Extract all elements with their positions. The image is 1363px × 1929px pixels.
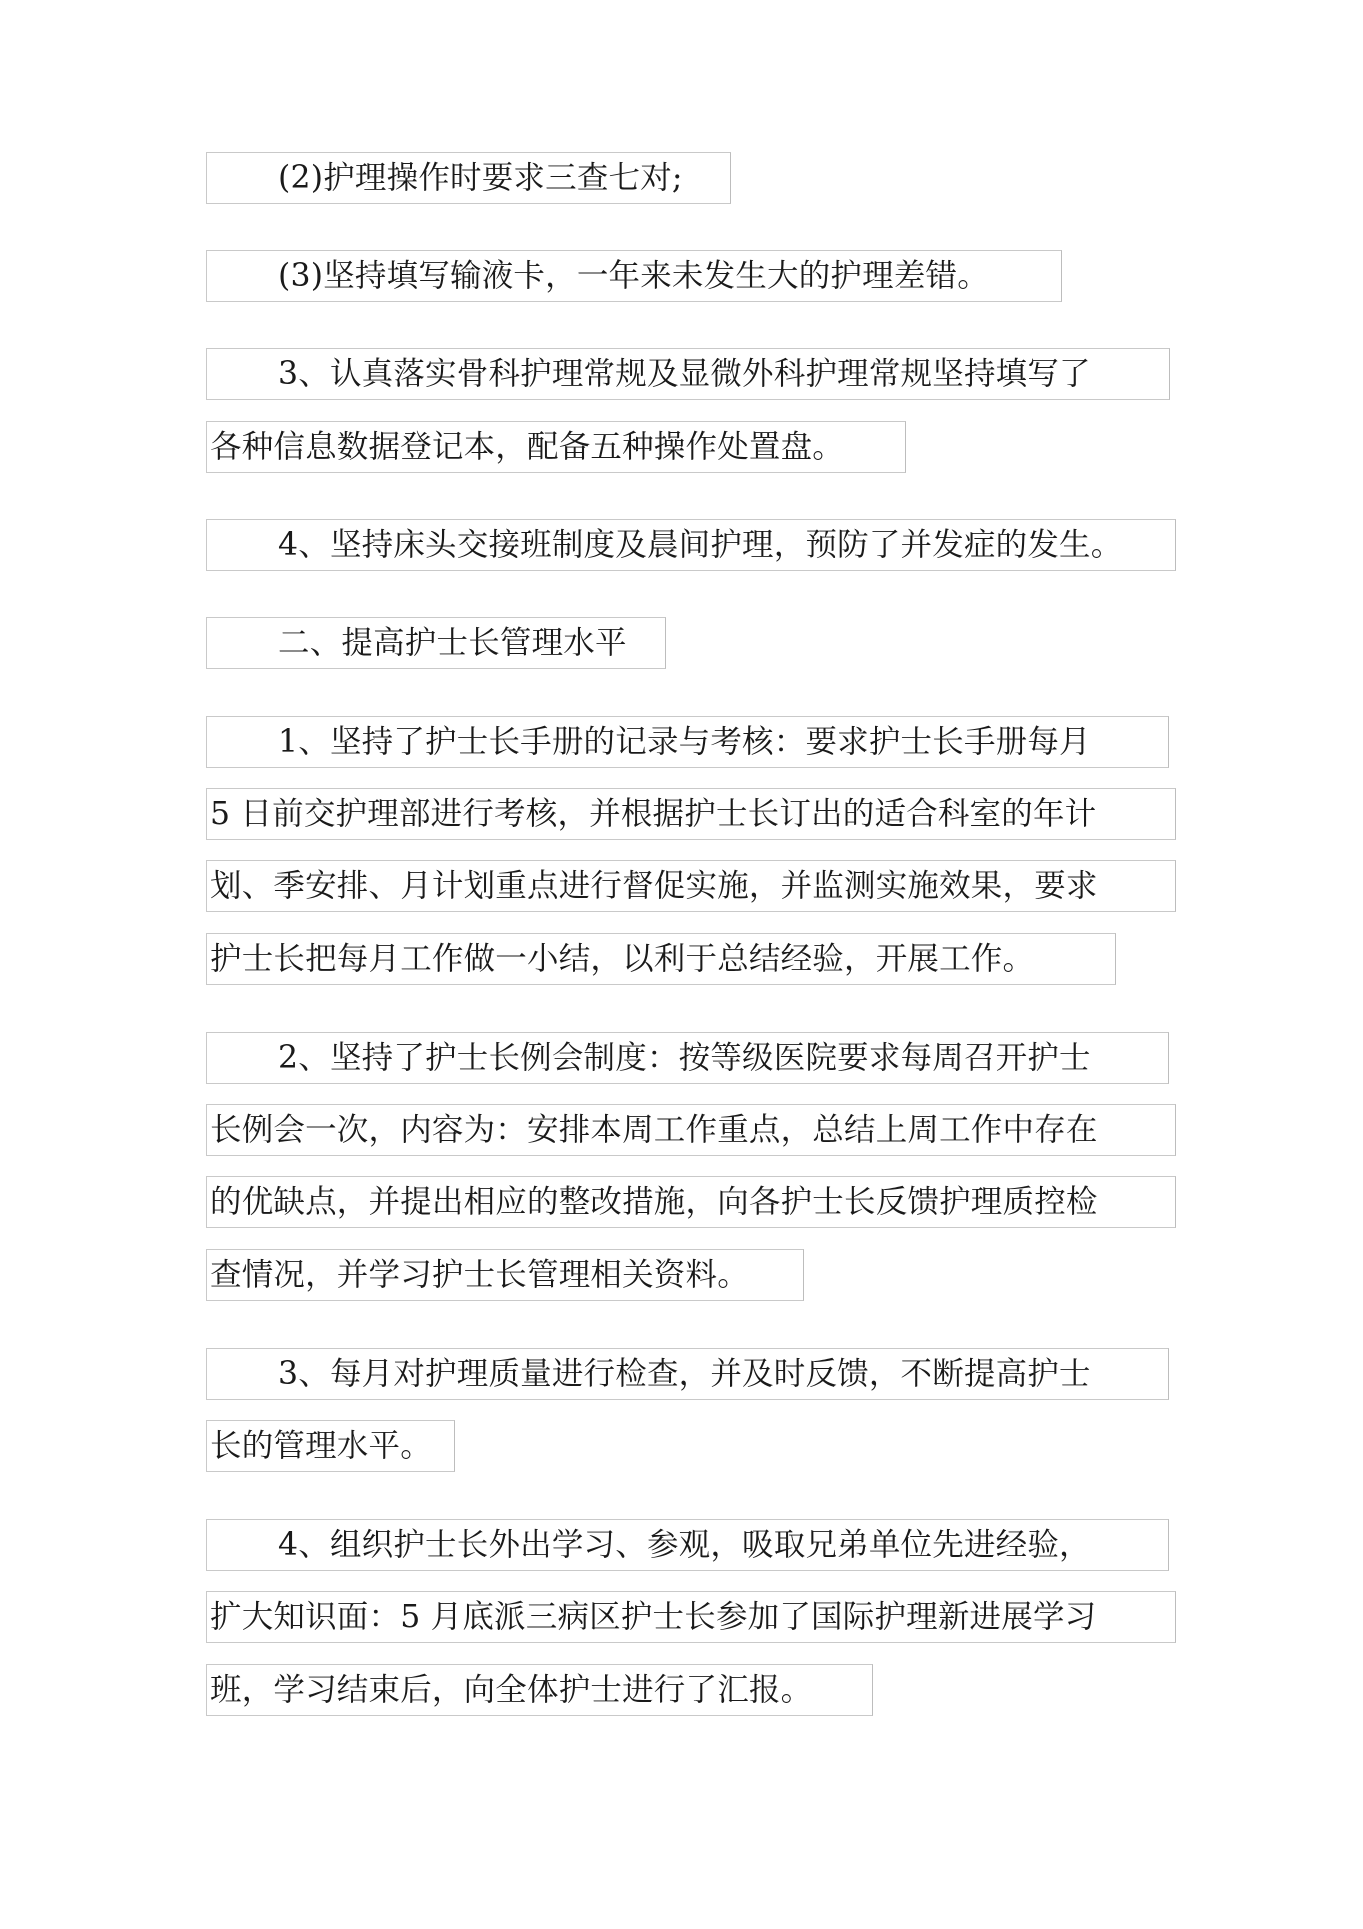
text-line: 长的管理水平。 <box>206 1420 455 1472</box>
text-line: 扩大知识面：5 月底派三病区护士长参加了国际护理新进展学习 <box>206 1591 1176 1643</box>
text-line: 长例会一次，内容为：安排本周工作重点，总结上周工作中存在 <box>206 1104 1176 1156</box>
text-line: (3)坚持填写输液卡，一年来未发生大的护理差错。 <box>206 250 1062 302</box>
text-line: 3、每月对护理质量进行检查，并及时反馈，不断提高护士 <box>206 1348 1169 1400</box>
text-line: 划、季安排、月计划重点进行督促实施，并监测实施效果，要求 <box>206 860 1176 912</box>
text-line: 3、认真落实骨科护理常规及显微外科护理常规坚持填写了 <box>206 348 1170 400</box>
text-line: 4、组织护士长外出学习、参观，吸取兄弟单位先进经验， <box>206 1519 1169 1571</box>
text-line: 5 日前交护理部进行考核，并根据护士长订出的适合科室的年计 <box>206 788 1176 840</box>
text-line: 1、坚持了护士长手册的记录与考核：要求护士长手册每月 <box>206 716 1169 768</box>
section-heading: 二、提高护士长管理水平 <box>206 617 666 669</box>
text-line: 护士长把每月工作做一小结，以利于总结经验，开展工作。 <box>206 933 1116 985</box>
text-line: 2、坚持了护士长例会制度：按等级医院要求每周召开护士 <box>206 1032 1169 1084</box>
text-line: 各种信息数据登记本，配备五种操作处置盘。 <box>206 421 906 473</box>
text-line: (2)护理操作时要求三查七对; <box>206 152 731 204</box>
text-line: 4、坚持床头交接班制度及晨间护理，预防了并发症的发生。 <box>206 519 1176 571</box>
text-line: 查情况，并学习护士长管理相关资料。 <box>206 1249 804 1301</box>
text-line: 班，学习结束后，向全体护士进行了汇报。 <box>206 1664 873 1716</box>
text-line: 的优缺点，并提出相应的整改措施，向各护士长反馈护理质控检 <box>206 1176 1176 1228</box>
